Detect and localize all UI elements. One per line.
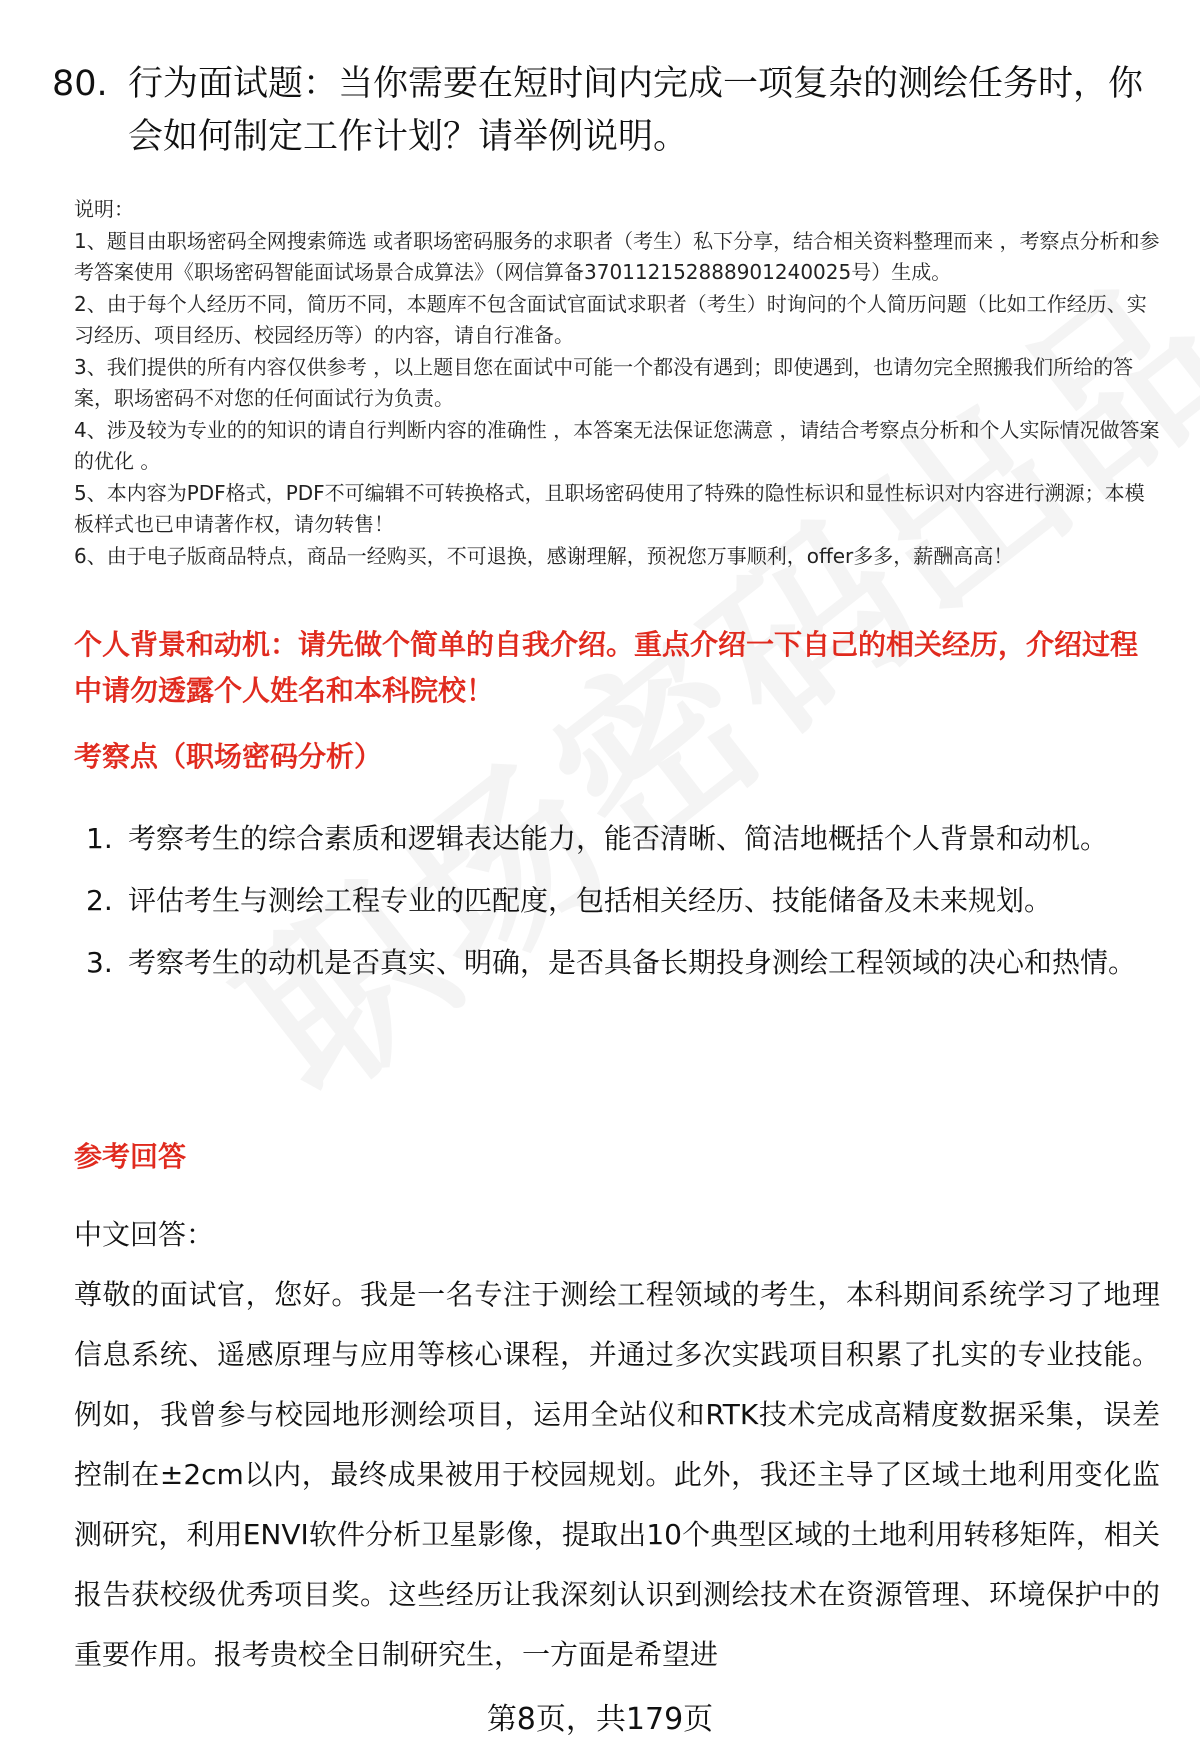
answer-label: 中文回答： bbox=[74, 1218, 215, 1251]
analysis-points-list bbox=[86, 808, 1146, 994]
section-question: 个人背景和动机：请先做个简单的自我介绍。重点介绍一下自己的相关经历，介绍过程中请勿透露个人姓名和本科院校！ bbox=[74, 628, 1139, 707]
reference-heading: 参考回答 bbox=[74, 1140, 187, 1173]
note-item: 2、由于每个人经历不同，简历不同，本题库不包含面试官面试求职者（考生）时询问的个人简历问题（比如工作经历、实习经历、项目经历、校园经历等）的内容，请自行准备。 bbox=[74, 291, 1147, 347]
notes-title: 说明： bbox=[74, 197, 134, 221]
notes-block bbox=[74, 194, 1164, 572]
analysis-heading: 考察点（职场密码分析） bbox=[74, 740, 383, 773]
list-item-text: 考察考生的综合素质和逻辑表达能力，能否清晰、简洁地概括个人背景和动机。 bbox=[128, 822, 1109, 855]
list-item bbox=[86, 870, 1146, 932]
note-item: 5、本内容为PDF格式，PDF不可编辑不可转换格式，且职场密码使用了特殊的隐性标识和显性标识对内容进行溯源；本模板样式也已申请著作权，请勿转售！ bbox=[74, 480, 1145, 536]
list-item-number: 3. bbox=[86, 946, 113, 979]
list-item-text: 评估考生与测绘工程专业的匹配度，包括相关经历、技能储备及未来规划。 bbox=[128, 884, 1053, 917]
question-title bbox=[52, 58, 1152, 164]
reference-answer bbox=[74, 1205, 1160, 1685]
page-footer: 第8页，共179页 bbox=[486, 1702, 714, 1737]
list-item bbox=[86, 932, 1146, 994]
list-item-text: 考察考生的动机是否真实、明确，是否具备长期投身测绘工程领域的决心和热情。 bbox=[128, 946, 1137, 979]
note-item: 1、题目由职场密码全网搜索筛选 或者职场密码服务的求职者（考生）私下分享，结合相关资料整理而来 ，考察点分析和参考答案使用《职场密码智能面试场景合成算法》（网信算备370112152888901240025号）生成。 bbox=[74, 228, 1160, 284]
answer-body: 尊敬的面试官，您好。我是一名专注于测绘工程领域的考生，本科期间系统学习了地理信息系统、遥感原理与应用等核心课程，并通过多次实践项目积累了扎实的专业技能。例如，我曾参与校园地形测绘项目，运用全站仪和RTK技术完成高精度数据采集，误差控制在±2cm以内，最终成果被用于校园规划。此外，我还主导了区域土地利用变化监测研究，利用ENVI软件分析卫星影像，提取出10个典型区域的土地利用转移矩阵，相关报告获校级优秀项目奖。这些经历让我深刻认识到测绘技术在资源管理、环境保护中的重要作用。报考贵校全日制研究生，一方面是希望进 bbox=[74, 1278, 1160, 1671]
note-item: 3、我们提供的所有内容仅供参考 ，以上题目您在面试中可能一个都没有遇到；即使遇到，也请勿完全照搬我们所给的答案，职场密码不对您的任何面试行为负责。 bbox=[74, 354, 1134, 410]
question-text: 行为面试题：当你需要在短时间内完成一项复杂的测绘任务时，你会如何制定工作计划？请举例说明。 bbox=[128, 64, 1144, 157]
note-item: 4、涉及较为专业的的知识的请自行判断内容的准确性 ，本答案无法保证您满意 ，请结合考察点分析和个人实际情况做答案的优化 。 bbox=[74, 417, 1160, 473]
list-item-number: 1. bbox=[86, 822, 113, 855]
note-item: 6、由于电子版商品特点，商品一经购买，不可退换，感谢理解，预祝您万事顺利，offer多多，薪酬高高！ bbox=[74, 543, 1014, 568]
question-number: 80. bbox=[52, 64, 108, 104]
list-item-number: 2. bbox=[86, 884, 113, 917]
list-item bbox=[86, 808, 1146, 870]
